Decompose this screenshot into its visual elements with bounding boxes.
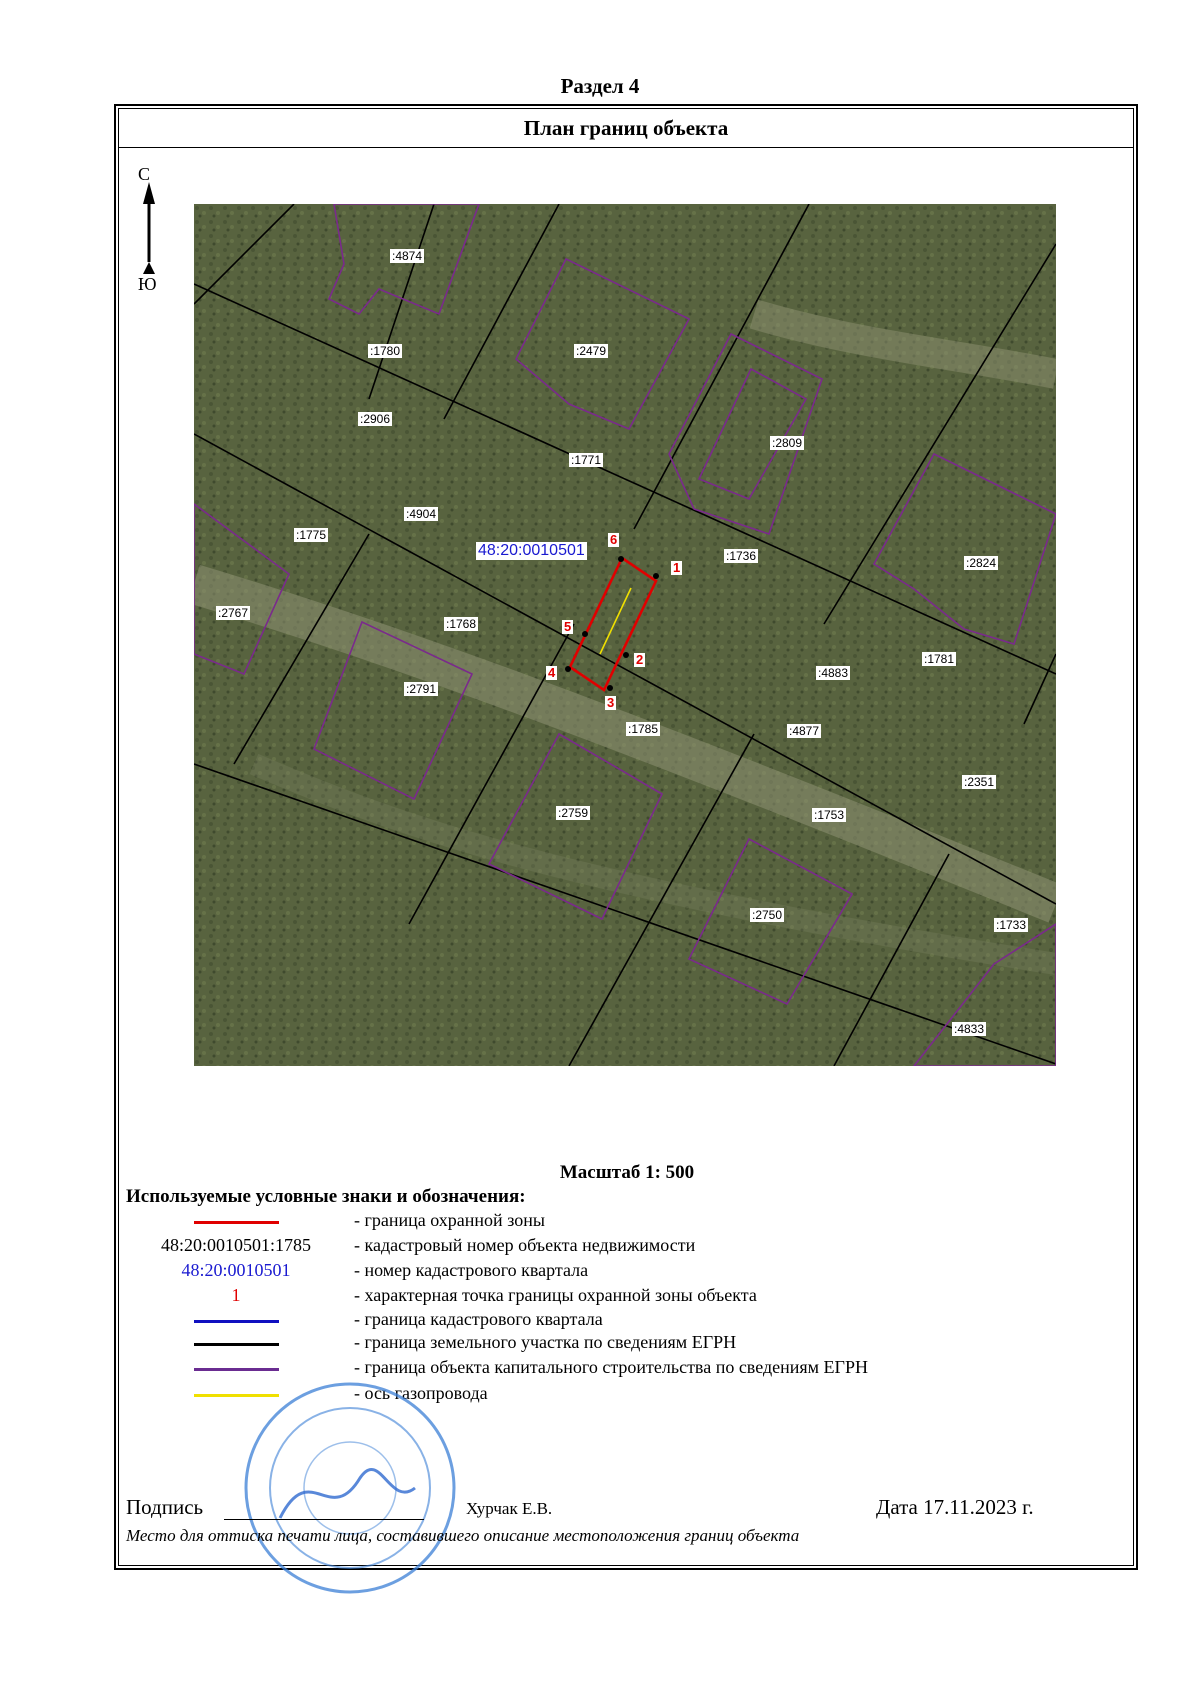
- parcel-label: :2479: [576, 344, 607, 358]
- legend-heading: Используемые условные знаки и обозначения:: [126, 1186, 526, 1207]
- legend-item: - граница земельного участка по сведениям ЕГРН: [126, 1332, 1126, 1356]
- north-arrow: [134, 164, 164, 294]
- parcel-label: :2791: [406, 682, 437, 696]
- parcel-label: :2809: [772, 436, 803, 450]
- legend-item: - граница охранной зоны: [126, 1210, 1126, 1234]
- signature-label: Подпись: [126, 1495, 204, 1519]
- parcel-label: :1768: [446, 617, 477, 631]
- parcel-label: :4874: [392, 249, 423, 263]
- north-label: С: [138, 164, 151, 184]
- map-scale: Масштаб 1: 500: [559, 1162, 695, 1183]
- parcel-label: :4833: [954, 1022, 985, 1036]
- legend-purple-line: [194, 1368, 279, 1371]
- parcel-label: :4904: [406, 507, 437, 521]
- boundary-map: [194, 204, 1056, 1066]
- point-label: 6: [610, 532, 618, 547]
- section-title: Раздел 4: [560, 74, 640, 98]
- legend-black-line: [194, 1343, 279, 1346]
- parcel-label: :2906: [360, 412, 391, 426]
- parcel-label: :1785: [628, 722, 659, 736]
- map-drawing: [194, 204, 1056, 1066]
- legend-item: 48:20:0010501:1785 - кадастровый номер объекта недвижимости: [160, 1235, 696, 1255]
- parcel-label: :1733: [996, 918, 1027, 932]
- parcel-label: :1775: [296, 528, 327, 542]
- parcel-label: :4883: [818, 666, 849, 680]
- legend-blue-line: [194, 1320, 279, 1323]
- parcel-label: :2759: [558, 806, 589, 820]
- parcel-label: :1781: [924, 652, 955, 666]
- point-label: 1: [673, 560, 681, 575]
- point-label: 5: [564, 619, 572, 634]
- legend-red-line: [194, 1221, 279, 1224]
- parcel-label: :1753: [814, 808, 845, 822]
- legend-item: - граница объекта капитального строительства по сведениям ЕГРН: [126, 1357, 1126, 1381]
- parcel-label: :2750: [752, 908, 783, 922]
- parcel-label: :2824: [966, 556, 997, 570]
- signer-name: Хурчак Е.В.: [466, 1499, 553, 1518]
- quarter-label: 48:20:0010501: [478, 542, 585, 559]
- parcel-label: :4877: [789, 724, 820, 738]
- page-title: План границ объекта: [118, 108, 1134, 148]
- point-label: 2: [636, 652, 644, 667]
- signature-line: [224, 1519, 424, 1520]
- legend-item: 48:20:0010501 - номер кадастрового квартала: [181, 1260, 589, 1280]
- parcel-label: :1771: [571, 453, 602, 467]
- parcel-label: :1736: [726, 549, 757, 563]
- stamp-seal: [240, 1378, 460, 1598]
- parcel-label: :2351: [964, 775, 995, 789]
- document-date: Дата 17.11.2023 г.: [876, 1495, 1034, 1519]
- point-label: 4: [548, 665, 556, 680]
- stamp-place-note: Место для оттиска печати лица, составившего описание местоположения границ объекта: [126, 1526, 800, 1545]
- legend-item: 1 - характерная точка границы охранной зоны объекта: [231, 1285, 757, 1305]
- legend-item: - граница кадастрового квартала: [126, 1309, 1126, 1333]
- south-label: Ю: [138, 274, 157, 294]
- point-label: 3: [607, 695, 615, 710]
- parcel-label: :1780: [370, 344, 401, 358]
- parcel-label: :2767: [218, 606, 249, 620]
- legend-item: - ось газопровода: [126, 1383, 1126, 1407]
